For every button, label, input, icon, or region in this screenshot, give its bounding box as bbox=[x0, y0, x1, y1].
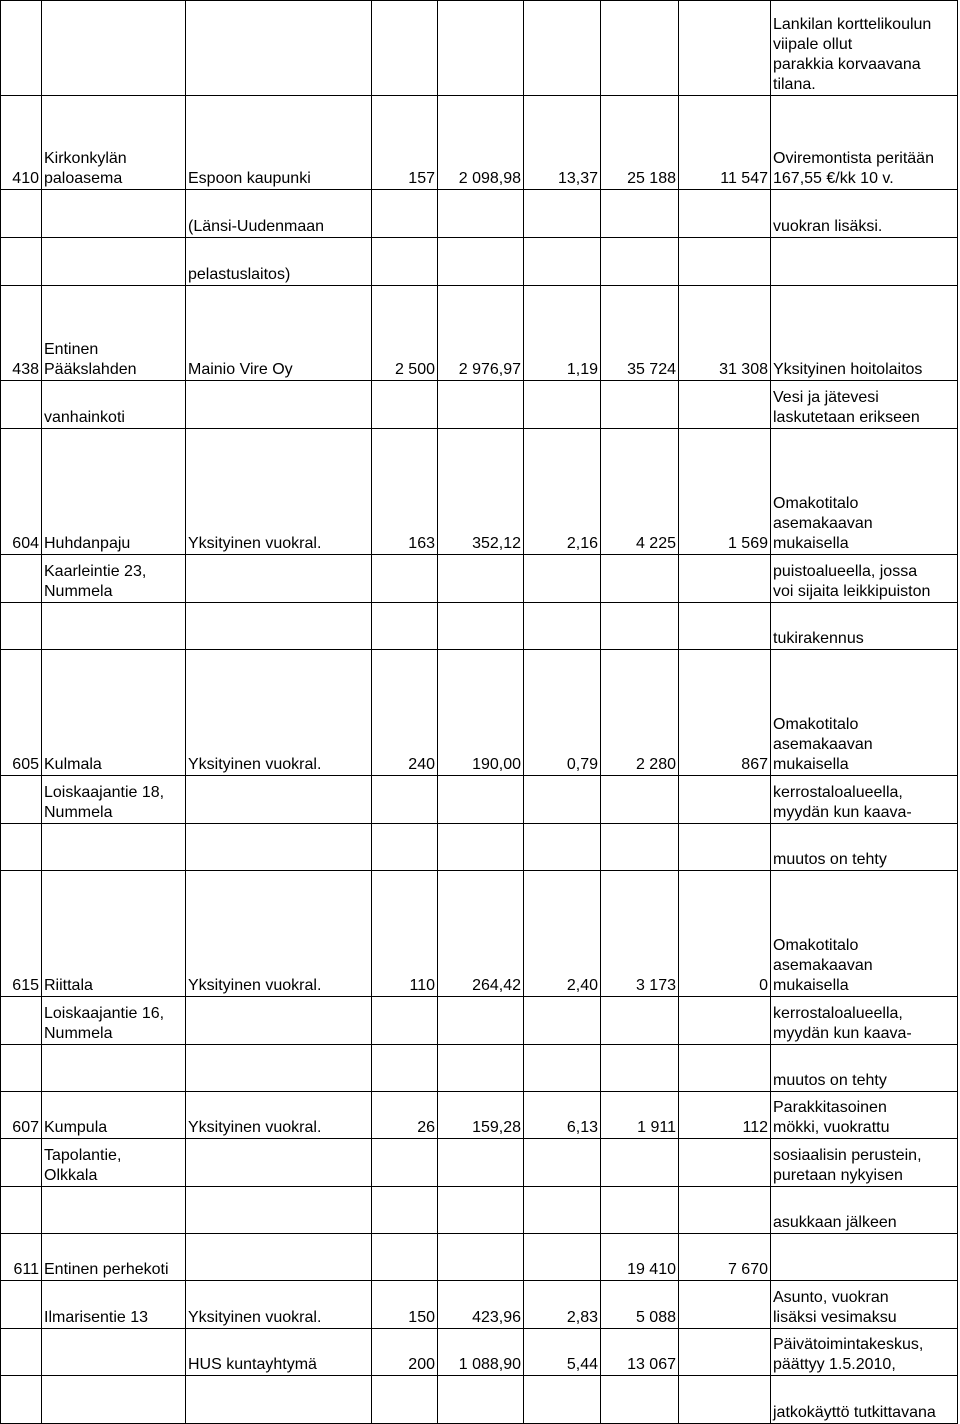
name-line: Nummela bbox=[44, 1025, 113, 1042]
property-id bbox=[1, 190, 42, 238]
property-name bbox=[42, 824, 186, 871]
name-line: Kulmala bbox=[44, 756, 102, 773]
value-b: 423,96 bbox=[438, 1281, 524, 1329]
value-e: 7 670 bbox=[679, 1234, 771, 1281]
value-e bbox=[679, 1376, 771, 1424]
property-id bbox=[1, 824, 42, 871]
owner-line: pelastuslaitos) bbox=[188, 266, 291, 283]
property-name bbox=[42, 381, 186, 429]
table-row bbox=[1, 96, 958, 190]
property-id bbox=[1, 1329, 42, 1376]
property-id: 615 bbox=[1, 871, 42, 997]
tenant-name bbox=[186, 1045, 372, 1092]
value-e: 0 bbox=[679, 871, 771, 997]
property-name bbox=[42, 190, 186, 238]
value-c bbox=[524, 190, 601, 238]
value-b bbox=[438, 381, 524, 429]
value-d: 35 724 bbox=[601, 286, 679, 381]
name-line: Entinen perhekoti bbox=[44, 1261, 169, 1278]
value-a bbox=[372, 555, 438, 603]
note bbox=[771, 997, 958, 1045]
value-e bbox=[679, 1045, 771, 1092]
value-a: 163 bbox=[372, 429, 438, 555]
value-d: 4 225 bbox=[601, 429, 679, 555]
note-line: voi sijaita leikkipuiston bbox=[773, 583, 931, 600]
property-name bbox=[42, 238, 186, 286]
value-a bbox=[372, 1376, 438, 1424]
tenant-name bbox=[186, 1139, 372, 1187]
name-line: paloasema bbox=[44, 170, 123, 187]
value-a: 26 bbox=[372, 1092, 438, 1139]
property-id bbox=[1, 603, 42, 650]
table-row bbox=[1, 190, 958, 238]
note-line: puretaan nykyisen bbox=[773, 1167, 903, 1184]
value-d bbox=[601, 238, 679, 286]
note-line: Yksityinen hoitolaitos bbox=[773, 361, 923, 378]
value-e bbox=[679, 1281, 771, 1329]
tenant-name bbox=[186, 997, 372, 1045]
name-line: Nummela bbox=[44, 583, 113, 600]
value-b bbox=[438, 1139, 524, 1187]
note bbox=[771, 650, 958, 776]
value-a: 240 bbox=[372, 650, 438, 776]
value-c bbox=[524, 1139, 601, 1187]
value-b bbox=[438, 776, 524, 824]
value-b bbox=[438, 1, 524, 96]
note bbox=[771, 429, 958, 555]
property-id: 605 bbox=[1, 650, 42, 776]
note-line: tilana. bbox=[773, 76, 816, 93]
name-line: Loiskaajantie 18, bbox=[44, 784, 165, 801]
property-id bbox=[1, 1, 42, 96]
table-row bbox=[1, 1045, 958, 1092]
note bbox=[771, 1281, 958, 1329]
note bbox=[771, 603, 958, 650]
name-line: Loiskaajantie 16, bbox=[44, 1005, 165, 1022]
value-b bbox=[438, 238, 524, 286]
value-b: 1 088,90 bbox=[438, 1329, 524, 1376]
value-e bbox=[679, 776, 771, 824]
property-id bbox=[1, 1376, 42, 1424]
value-d bbox=[601, 1045, 679, 1092]
note bbox=[771, 1139, 958, 1187]
value-b bbox=[438, 1376, 524, 1424]
value-c bbox=[524, 1045, 601, 1092]
tenant-name bbox=[186, 381, 372, 429]
value-c bbox=[524, 1376, 601, 1424]
table-row bbox=[1, 776, 958, 824]
tenant-name bbox=[186, 603, 372, 650]
property-name bbox=[42, 1, 186, 96]
note-line: myydän kun kaava- bbox=[773, 1025, 912, 1042]
value-a: 200 bbox=[372, 1329, 438, 1376]
property-id bbox=[1, 997, 42, 1045]
value-b: 352,12 bbox=[438, 429, 524, 555]
table-row bbox=[1, 1, 958, 96]
tenant-name bbox=[186, 238, 372, 286]
property-id bbox=[1, 1045, 42, 1092]
note-line: asemakaavan bbox=[773, 736, 873, 753]
name-line: Tapolantie, bbox=[44, 1147, 122, 1164]
value-d bbox=[601, 1, 679, 96]
tenant-name bbox=[186, 1376, 372, 1424]
value-d: 3 173 bbox=[601, 871, 679, 997]
note bbox=[771, 776, 958, 824]
property-id bbox=[1, 1139, 42, 1187]
owner-line: Yksityinen vuokral. bbox=[188, 535, 322, 552]
value-d bbox=[601, 381, 679, 429]
note bbox=[771, 1329, 958, 1376]
value-b bbox=[438, 1187, 524, 1234]
value-b: 264,42 bbox=[438, 871, 524, 997]
note-line: kerrostaloalueella, bbox=[773, 784, 903, 801]
tenant-name bbox=[186, 776, 372, 824]
value-c: 2,40 bbox=[524, 871, 601, 997]
name-line: Ilmarisentie 13 bbox=[44, 1309, 149, 1326]
tenant-name bbox=[186, 1187, 372, 1234]
note bbox=[771, 555, 958, 603]
value-b: 2 976,97 bbox=[438, 286, 524, 381]
property-name bbox=[42, 776, 186, 824]
note-line: Omakotitalo bbox=[773, 937, 859, 954]
value-d bbox=[601, 555, 679, 603]
value-e bbox=[679, 824, 771, 871]
note-line: puistoalueella, jossa bbox=[773, 563, 918, 580]
note-line: myydän kun kaava- bbox=[773, 804, 912, 821]
note bbox=[771, 1, 958, 96]
property-name bbox=[42, 1329, 186, 1376]
value-c bbox=[524, 555, 601, 603]
note-line: viipale ollut bbox=[773, 36, 853, 53]
table-row bbox=[1, 429, 958, 555]
value-c: 0,79 bbox=[524, 650, 601, 776]
name-line: Huhdanpaju bbox=[44, 535, 131, 552]
owner-line: (Länsi-Uudenmaan bbox=[188, 218, 325, 235]
value-a bbox=[372, 190, 438, 238]
value-a bbox=[372, 1045, 438, 1092]
note bbox=[771, 190, 958, 238]
note-line: Omakotitalo bbox=[773, 495, 859, 512]
table-row bbox=[1, 381, 958, 429]
value-e bbox=[679, 1187, 771, 1234]
value-c: 2,16 bbox=[524, 429, 601, 555]
note bbox=[771, 96, 958, 190]
property-id bbox=[1, 1187, 42, 1234]
value-d: 2 280 bbox=[601, 650, 679, 776]
tenant-name bbox=[186, 1092, 372, 1139]
value-c bbox=[524, 381, 601, 429]
note-line: lisäksi vesimaksu bbox=[773, 1309, 897, 1326]
value-e bbox=[679, 238, 771, 286]
tenant-name bbox=[186, 429, 372, 555]
value-e bbox=[679, 1, 771, 96]
value-a: 2 500 bbox=[372, 286, 438, 381]
value-a: 110 bbox=[372, 871, 438, 997]
name-line: Kaarleintie 23, bbox=[44, 563, 147, 580]
value-b bbox=[438, 1045, 524, 1092]
note-line: asemakaavan bbox=[773, 957, 873, 974]
value-c: 1,19 bbox=[524, 286, 601, 381]
tenant-name bbox=[186, 1, 372, 96]
value-e bbox=[679, 997, 771, 1045]
property-name bbox=[42, 1045, 186, 1092]
note-line: Oviremontista peritään bbox=[773, 150, 934, 167]
name-line: Kumpula bbox=[44, 1119, 108, 1136]
value-e bbox=[679, 1329, 771, 1376]
note-line: Asunto, vuokran bbox=[773, 1289, 889, 1306]
property-id: 438 bbox=[1, 286, 42, 381]
note bbox=[771, 1045, 958, 1092]
note bbox=[771, 286, 958, 381]
owner-line: Espoon kaupunki bbox=[188, 170, 311, 187]
value-c: 2,83 bbox=[524, 1281, 601, 1329]
value-a bbox=[372, 1139, 438, 1187]
value-b bbox=[438, 190, 524, 238]
value-d bbox=[601, 1139, 679, 1187]
value-b bbox=[438, 603, 524, 650]
table-row bbox=[1, 1234, 958, 1281]
name-line: Riittala bbox=[44, 977, 93, 994]
table-row bbox=[1, 1376, 958, 1424]
value-e bbox=[679, 555, 771, 603]
value-e: 867 bbox=[679, 650, 771, 776]
note-line: mukaisella bbox=[773, 535, 849, 552]
note-line: Lankilan korttelikoulun bbox=[773, 16, 932, 33]
name-line: Nummela bbox=[44, 804, 113, 821]
value-b bbox=[438, 997, 524, 1045]
value-e bbox=[679, 1139, 771, 1187]
tenant-name bbox=[186, 824, 372, 871]
note-line: laskutetaan erikseen bbox=[773, 409, 920, 426]
note bbox=[771, 1234, 958, 1281]
table-row bbox=[1, 1092, 958, 1139]
note bbox=[771, 1376, 958, 1424]
value-a bbox=[372, 238, 438, 286]
note-line: Päivätoimintakeskus, bbox=[773, 1336, 924, 1353]
note-line: sosiaalisin perustein, bbox=[773, 1147, 922, 1164]
value-d bbox=[601, 997, 679, 1045]
tenant-name bbox=[186, 871, 372, 997]
property-name bbox=[42, 286, 186, 381]
property-id: 410 bbox=[1, 96, 42, 190]
owner-line: Yksityinen vuokral. bbox=[188, 756, 322, 773]
value-d bbox=[601, 603, 679, 650]
tenant-name bbox=[186, 650, 372, 776]
note-line: kerrostaloalueella, bbox=[773, 1005, 903, 1022]
value-c bbox=[524, 824, 601, 871]
tenant-name bbox=[186, 555, 372, 603]
value-d bbox=[601, 1187, 679, 1234]
value-e: 1 569 bbox=[679, 429, 771, 555]
property-name bbox=[42, 603, 186, 650]
property-name bbox=[42, 1234, 186, 1281]
tenant-name bbox=[186, 190, 372, 238]
table-row bbox=[1, 238, 958, 286]
property-id bbox=[1, 776, 42, 824]
value-c: 6,13 bbox=[524, 1092, 601, 1139]
property-name bbox=[42, 1281, 186, 1329]
note bbox=[771, 1092, 958, 1139]
table-row bbox=[1, 871, 958, 997]
property-name bbox=[42, 1139, 186, 1187]
property-id bbox=[1, 238, 42, 286]
value-c bbox=[524, 1, 601, 96]
value-c bbox=[524, 776, 601, 824]
note-line: jatkokäyttö tutkittavana bbox=[773, 1404, 936, 1421]
property-name bbox=[42, 555, 186, 603]
table-row bbox=[1, 1329, 958, 1376]
value-d: 19 410 bbox=[601, 1234, 679, 1281]
value-e bbox=[679, 190, 771, 238]
value-c bbox=[524, 603, 601, 650]
value-d: 25 188 bbox=[601, 96, 679, 190]
table-row bbox=[1, 603, 958, 650]
value-c bbox=[524, 997, 601, 1045]
value-e bbox=[679, 381, 771, 429]
owner-line: Yksityinen vuokral. bbox=[188, 1309, 322, 1326]
property-id bbox=[1, 1281, 42, 1329]
note bbox=[771, 1187, 958, 1234]
table-row bbox=[1, 286, 958, 381]
note-line: mukaisella bbox=[773, 977, 849, 994]
value-a: 157 bbox=[372, 96, 438, 190]
value-b: 2 098,98 bbox=[438, 96, 524, 190]
note-line: vuokran lisäksi. bbox=[773, 218, 883, 235]
table-row bbox=[1, 824, 958, 871]
property-name bbox=[42, 997, 186, 1045]
note-line: Vesi ja jätevesi bbox=[773, 389, 879, 406]
value-a bbox=[372, 603, 438, 650]
note-line: tukirakennus bbox=[773, 630, 864, 647]
note-line: 167,55 €/kk 10 v. bbox=[773, 170, 894, 187]
note-line: mökki, vuokrattu bbox=[773, 1119, 890, 1136]
value-c: 5,44 bbox=[524, 1329, 601, 1376]
note-line: mukaisella bbox=[773, 756, 849, 773]
property-name bbox=[42, 1092, 186, 1139]
name-line: Olkkala bbox=[44, 1167, 98, 1184]
note bbox=[771, 381, 958, 429]
tenant-name bbox=[186, 1234, 372, 1281]
value-d bbox=[601, 776, 679, 824]
note bbox=[771, 871, 958, 997]
note-line: asukkaan jälkeen bbox=[773, 1214, 897, 1231]
value-c bbox=[524, 1187, 601, 1234]
value-b bbox=[438, 555, 524, 603]
property-id: 607 bbox=[1, 1092, 42, 1139]
owner-line: HUS kuntayhtymä bbox=[188, 1356, 317, 1373]
tenant-name bbox=[186, 1281, 372, 1329]
value-e: 112 bbox=[679, 1092, 771, 1139]
value-e bbox=[679, 603, 771, 650]
value-e: 31 308 bbox=[679, 286, 771, 381]
value-d bbox=[601, 190, 679, 238]
table-row bbox=[1, 1187, 958, 1234]
note bbox=[771, 238, 958, 286]
value-d: 5 088 bbox=[601, 1281, 679, 1329]
property-name bbox=[42, 650, 186, 776]
name-line: Entinen bbox=[44, 341, 99, 358]
table-row bbox=[1, 1139, 958, 1187]
value-b: 159,28 bbox=[438, 1092, 524, 1139]
value-a bbox=[372, 776, 438, 824]
value-b bbox=[438, 824, 524, 871]
note-line: muutos on tehty bbox=[773, 1072, 887, 1089]
property-name bbox=[42, 96, 186, 190]
name-line: Kirkonkylän bbox=[44, 150, 127, 167]
note-line: asemakaavan bbox=[773, 515, 873, 532]
table-row bbox=[1, 650, 958, 776]
property-id: 611 bbox=[1, 1234, 42, 1281]
value-c bbox=[524, 238, 601, 286]
note-line: Parakkitasoinen bbox=[773, 1099, 887, 1116]
property-name bbox=[42, 429, 186, 555]
note-line: Omakotitalo bbox=[773, 716, 859, 733]
value-a bbox=[372, 1234, 438, 1281]
property-name bbox=[42, 871, 186, 997]
owner-line: Mainio Vire Oy bbox=[188, 361, 293, 378]
value-d bbox=[601, 824, 679, 871]
name-line: Pääkslahden bbox=[44, 361, 137, 378]
value-c: 13,37 bbox=[524, 96, 601, 190]
value-c bbox=[524, 1234, 601, 1281]
name-line: vanhainkoti bbox=[44, 409, 125, 426]
value-a bbox=[372, 1, 438, 96]
value-b bbox=[438, 1234, 524, 1281]
tenant-name bbox=[186, 286, 372, 381]
tenant-name bbox=[186, 1329, 372, 1376]
property-name bbox=[42, 1376, 186, 1424]
value-d: 13 067 bbox=[601, 1329, 679, 1376]
note bbox=[771, 824, 958, 871]
tenant-name bbox=[186, 96, 372, 190]
note-line: päättyy 1.5.2010, bbox=[773, 1356, 896, 1373]
owner-line: Yksityinen vuokral. bbox=[188, 977, 322, 994]
value-a bbox=[372, 381, 438, 429]
table-row bbox=[1, 1281, 958, 1329]
value-e: 11 547 bbox=[679, 96, 771, 190]
table-row bbox=[1, 997, 958, 1045]
owner-line: Yksityinen vuokral. bbox=[188, 1119, 322, 1136]
property-id bbox=[1, 555, 42, 603]
table-body bbox=[1, 1, 958, 1424]
value-b: 190,00 bbox=[438, 650, 524, 776]
note-line: muutos on tehty bbox=[773, 851, 887, 868]
value-a bbox=[372, 997, 438, 1045]
table-row bbox=[1, 555, 958, 603]
property-id bbox=[1, 381, 42, 429]
property-name bbox=[42, 1187, 186, 1234]
property-id: 604 bbox=[1, 429, 42, 555]
value-a: 150 bbox=[372, 1281, 438, 1329]
value-d bbox=[601, 1376, 679, 1424]
note-line: parakkia korvaavana bbox=[773, 56, 921, 73]
value-a bbox=[372, 824, 438, 871]
value-a bbox=[372, 1187, 438, 1234]
value-d: 1 911 bbox=[601, 1092, 679, 1139]
